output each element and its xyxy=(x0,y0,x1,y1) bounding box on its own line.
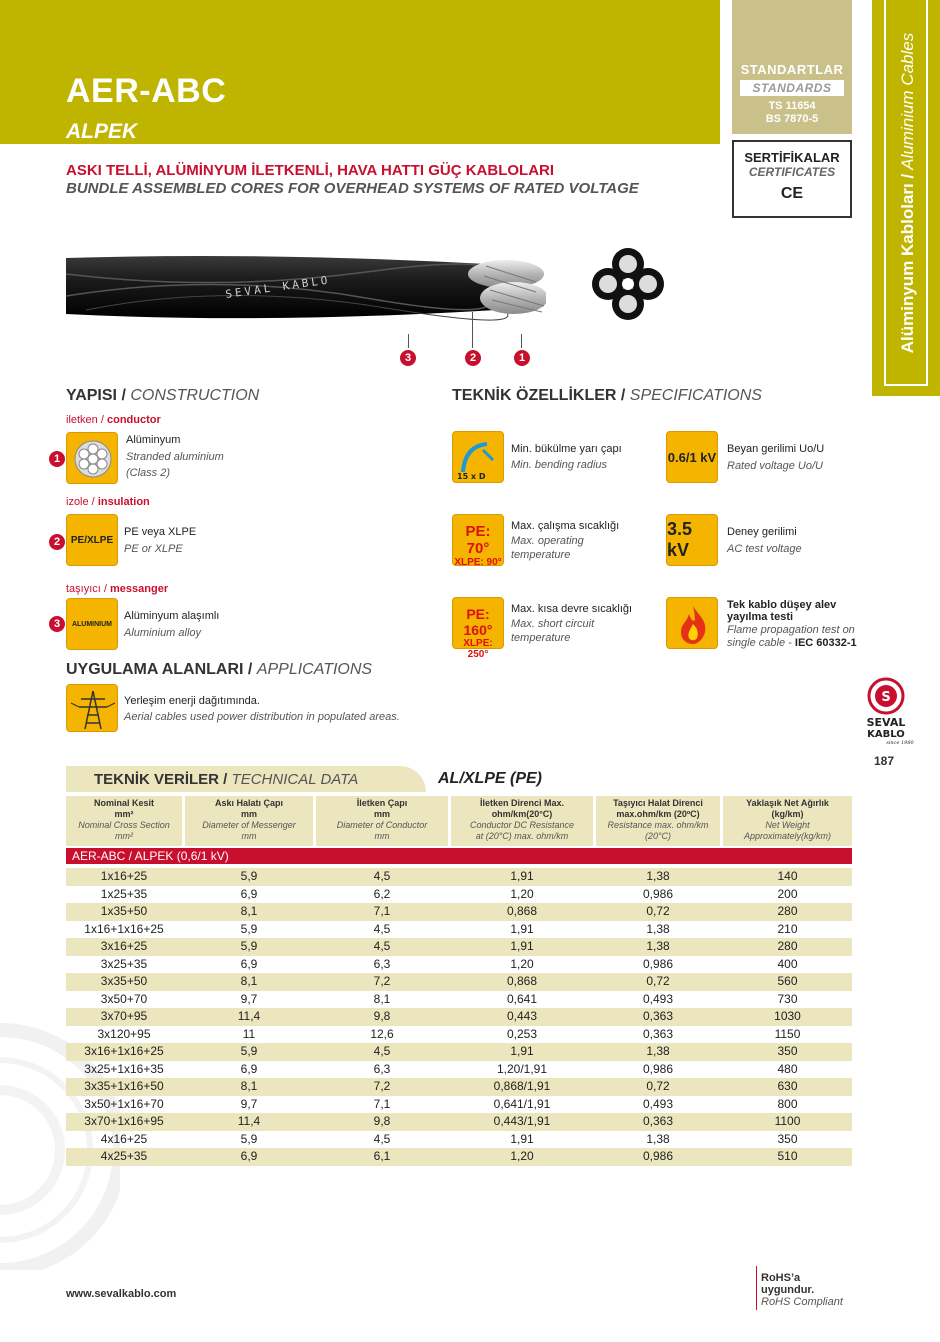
table-cell: 6,3 xyxy=(373,1061,391,1076)
table-cell: 4,5 xyxy=(373,939,391,953)
table-row xyxy=(66,886,852,904)
table-row xyxy=(66,1008,852,1026)
table-cell: 400 xyxy=(777,956,798,971)
table-cell: 3x16+1x16+25 xyxy=(84,1044,164,1058)
table-cell: 8,1 xyxy=(240,974,258,988)
messenger-icon: ALUMINIUM xyxy=(66,598,118,650)
table-cell: 4,5 xyxy=(373,1131,391,1146)
table-row xyxy=(66,973,852,991)
table-cell: 0,443/1,91 xyxy=(493,1114,551,1128)
flame-title2: yayılma testi xyxy=(727,611,794,623)
table-cell: 4,5 xyxy=(373,1044,391,1058)
table-cell: 0,986 xyxy=(642,1061,674,1076)
insulation-icon: PE/XLPE xyxy=(66,514,118,566)
table-cell: 3x50+70 xyxy=(100,991,148,1006)
cable-illustration xyxy=(66,252,546,344)
operating-temp-sub: Max. operating xyxy=(511,535,584,547)
rohs-en: RoHS Compliant xyxy=(761,1296,843,1308)
messenger-label: taşıyıcı / messanger xyxy=(66,583,169,595)
test-voltage-icon: 3.5 kV xyxy=(666,514,718,566)
callout-1: 1 xyxy=(514,350,530,366)
table-cell: 140 xyxy=(777,869,798,883)
table-cell: 9,7 xyxy=(240,991,258,1006)
table-body xyxy=(66,868,852,1166)
table-cell: 7,1 xyxy=(373,1096,391,1111)
table-cell: 3x35+1x16+50 xyxy=(84,1079,164,1093)
table-cell: 9,8 xyxy=(373,1114,391,1128)
certificates-subtitle: CERTIFICATES xyxy=(748,165,836,179)
applications-heading: UYGULAMA ALANLARI / APPLICATIONS xyxy=(66,661,373,678)
table-cell: 0,986 xyxy=(642,956,674,971)
table-row xyxy=(66,956,852,974)
table-cell: 0,363 xyxy=(642,1114,674,1128)
cable-cross-section-icon xyxy=(588,244,668,324)
conductor-sub2: (Class 2) xyxy=(126,467,171,479)
table-cell: 11,4 xyxy=(237,1114,261,1128)
table-cell: 0,493 xyxy=(642,991,674,1006)
cable-type-label: AL/XLPE (PE) xyxy=(438,770,543,787)
table-cell: 0,443 xyxy=(506,1009,538,1023)
table-cell: 3x70+95 xyxy=(100,1009,148,1023)
conductor-title: Alüminyum xyxy=(126,434,181,446)
table-cell: 6,2 xyxy=(373,886,391,901)
table-cell: 1,91 xyxy=(510,1044,534,1058)
table-cell: 8,1 xyxy=(240,904,258,918)
table-cell: 3x16+25 xyxy=(100,939,148,953)
table-cell: 800 xyxy=(777,1096,798,1111)
table-group-row: AER-ABC / ALPEK (0,6/1 kV) xyxy=(66,848,852,864)
bending-sub: Min. bending radius xyxy=(511,459,608,471)
stranded-conductor-icon xyxy=(66,432,118,484)
conductor-sub: Stranded aluminium xyxy=(126,451,224,463)
table-cell: 0,72 xyxy=(646,904,670,918)
table-cell: 3x50+1x16+70 xyxy=(84,1096,164,1111)
standards-subtitle: STANDARDS xyxy=(740,80,844,96)
table-cell: 0,363 xyxy=(642,1009,674,1023)
test-voltage-title: Deney gerilimi xyxy=(727,526,797,538)
table-cell: 4x25+35 xyxy=(100,1149,148,1163)
table-cell: 3x35+50 xyxy=(100,974,148,988)
table-cell: 0,72 xyxy=(646,974,670,988)
callout-2: 2 xyxy=(465,350,481,366)
table-cell: 1x35+50 xyxy=(100,904,148,918)
svg-text:since 1980: since 1980 xyxy=(886,740,914,746)
table-cell: 6,1 xyxy=(373,1149,391,1163)
certificates-title: SERTİFİKALAR xyxy=(744,150,840,165)
table-cell: 6,9 xyxy=(240,956,258,971)
table-cell: 6,9 xyxy=(240,1061,258,1076)
table-cell: 9,7 xyxy=(240,1096,258,1111)
table-row xyxy=(66,1131,852,1149)
table-cell: 350 xyxy=(777,1131,798,1146)
table-cell: 1100 xyxy=(774,1114,801,1128)
table-cell: 4,5 xyxy=(373,921,391,936)
table-cell: 1,20/1,91 xyxy=(496,1061,548,1076)
column-header-net-weight: Yaklaşık Net Ağırlık (kg/km) Net Weight Approximately(kg/km) xyxy=(723,796,852,846)
power-tower-icon xyxy=(66,684,118,732)
table-cell: 280 xyxy=(777,904,798,918)
table-cell: 1x16+1x16+25 xyxy=(84,921,164,936)
table-cell: 6,3 xyxy=(373,956,391,971)
table-cell: 7,1 xyxy=(373,904,391,918)
standards-box xyxy=(732,0,852,134)
table-cell: 3x25+1x16+35 xyxy=(84,1061,164,1076)
table-cell: 5,9 xyxy=(240,939,258,953)
rohs-box xyxy=(756,1266,852,1310)
flame-sub: Flame propagation test on xyxy=(727,624,855,636)
table-cell: 1,38 xyxy=(646,869,670,883)
table-cell: 1,38 xyxy=(646,1044,670,1058)
table-cell: 11 xyxy=(242,1026,256,1041)
technical-data-heading: TEKNİK VERİLER / TECHNICAL DATA xyxy=(94,771,359,788)
column-header-messenger-diameter: Askı Halatı Çapı mm Diameter of Messenger mm xyxy=(185,796,313,846)
table-row xyxy=(66,1113,852,1131)
table-row xyxy=(66,868,852,886)
column-header-conductor-resistance: İletken Direnci Max. ohm/km(20°C) Conductor DC Resistance at (20°C) max. ohm/km xyxy=(451,796,593,846)
applications-sub: Aerial cables used power distribution in populated areas. xyxy=(124,711,400,723)
side-tab xyxy=(872,0,940,396)
conductor-label: iletken / conductor xyxy=(66,414,161,426)
table-row xyxy=(66,1096,852,1114)
page-title: AER-ABC xyxy=(66,72,227,110)
table-cell: 6,9 xyxy=(240,1149,258,1163)
table-cell: 12,6 xyxy=(370,1026,394,1041)
table-cell: 0,868/1,91 xyxy=(493,1079,551,1093)
insulation-label: izole / insulation xyxy=(66,496,150,508)
standards-title: STANDARTLAR xyxy=(740,62,844,77)
flame-icon xyxy=(666,597,718,649)
standard-item: BS 7870-5 xyxy=(765,113,819,125)
construction-num-2: 2 xyxy=(49,534,65,550)
table-cell: 1,91 xyxy=(510,1131,534,1146)
table-row xyxy=(66,903,852,921)
rated-voltage-icon: 0.6/1 kV xyxy=(666,431,718,483)
table-cell: 1,20 xyxy=(510,886,534,901)
table-cell: 1x25+35 xyxy=(100,886,148,901)
table-cell: 0,253 xyxy=(506,1026,538,1041)
rated-voltage-sub: Rated voltage Uo/U xyxy=(727,460,823,472)
table-cell: 1,38 xyxy=(646,1131,670,1146)
table-cell: 8,1 xyxy=(373,991,391,1006)
certificates-box xyxy=(732,140,852,218)
table-cell: 5,9 xyxy=(240,1044,258,1058)
table-cell: 210 xyxy=(777,921,798,936)
table-cell: 0,868 xyxy=(506,904,538,918)
table-cell: 1,20 xyxy=(510,1149,534,1163)
table-cell: 3x70+1x16+95 xyxy=(84,1114,164,1128)
ce-mark-icon: CE xyxy=(780,185,804,202)
callout-3: 3 xyxy=(400,350,416,366)
table-row xyxy=(66,1148,852,1166)
table-cell: 1,91 xyxy=(510,921,534,936)
rated-voltage-title: Beyan gerilimi Uo/U xyxy=(727,443,825,455)
column-header-messenger-resistance: Taşıyıcı Halat Direnci max.ohm/km (20ºC) Resistance max. ohm/km (20°C) xyxy=(596,796,720,846)
table-cell: 1,38 xyxy=(646,939,670,953)
bending-radius-icon xyxy=(452,431,504,483)
svg-text:KABLO: KABLO xyxy=(867,729,905,740)
table-cell: 630 xyxy=(777,1079,798,1093)
table-cell: 0,986 xyxy=(642,1149,674,1163)
test-voltage-sub: AC test voltage xyxy=(727,543,802,555)
table-cell: 280 xyxy=(777,939,798,953)
table-cell: 1150 xyxy=(774,1026,801,1041)
messenger-sub: Aluminium alloy xyxy=(124,627,202,639)
table-cell: 9,8 xyxy=(373,1009,391,1023)
table-cell: 350 xyxy=(777,1044,798,1058)
table-cell: 730 xyxy=(777,991,798,1006)
page-subtitle: ALPEK xyxy=(66,120,138,143)
table-cell: 1,91 xyxy=(510,869,534,883)
flame-sub2: single cable - IEC 60332-1 xyxy=(727,637,857,649)
construction-heading: YAPISI / CONSTRUCTION xyxy=(66,387,260,404)
svg-text:15 x D: 15 x D xyxy=(457,472,486,481)
table-cell: 1030 xyxy=(774,1009,801,1023)
table-cell: 3x25+35 xyxy=(100,956,148,971)
svg-text:SEVAL: SEVAL xyxy=(866,716,906,729)
rohs-tr: RoHS’a uygundur. xyxy=(761,1272,815,1296)
table-cell: 4,5 xyxy=(373,869,391,883)
short-circuit-temp-icon: PE: 160° XLPE: 250° xyxy=(452,597,504,649)
table-cell: 1,91 xyxy=(510,939,534,953)
table-cell: 0,868 xyxy=(506,974,538,988)
page-number: 187 xyxy=(874,754,895,768)
table-row xyxy=(66,921,852,939)
table-cell: 3x120+95 xyxy=(97,1026,151,1041)
table-cell: 0,72 xyxy=(646,1079,670,1093)
table-cell: 510 xyxy=(777,1149,798,1163)
table-cell: 5,9 xyxy=(240,869,258,883)
standard-item: TS 11654 xyxy=(768,100,816,112)
operating-temp-sub2: temperature xyxy=(511,549,571,561)
column-header-conductor-diameter: İletken Çapı mm Diameter of Conductor mm xyxy=(316,796,448,846)
table-cell: 7,2 xyxy=(373,1079,391,1093)
insulation-title: PE veya XLPE xyxy=(124,526,197,538)
construction-num-3: 3 xyxy=(49,616,65,632)
insulation-sub: PE or XLPE xyxy=(124,543,183,555)
seval-kablo-logo xyxy=(856,676,916,746)
operating-temp-title: Max. çalışma sıcaklığı xyxy=(511,520,620,532)
side-tab-label: Alüminyum Kabloları / Aluminium Cables xyxy=(898,32,917,354)
short-circuit-title: Max. kısa devre sıcaklığı xyxy=(511,603,633,615)
table-row xyxy=(66,1078,852,1096)
table-cell: 1,20 xyxy=(510,956,534,971)
table-cell: 0,986 xyxy=(642,886,674,901)
column-header-cross-section: Nominal Kesit mm² Nominal Cross Section mm² xyxy=(66,796,182,846)
table-cell: 5,9 xyxy=(240,921,258,936)
construction-num-1: 1 xyxy=(49,451,65,467)
bending-title: Min. bükülme yarı çapı xyxy=(511,443,622,455)
table-cell: 0,363 xyxy=(642,1026,674,1041)
messenger-title: Alüminyum alaşımlı xyxy=(124,610,220,622)
table-cell: 11,4 xyxy=(237,1009,261,1023)
table-cell: 200 xyxy=(777,886,798,901)
table-cell: 0,493 xyxy=(642,1096,674,1111)
table-cell: 4x16+25 xyxy=(100,1131,148,1146)
operating-temp-icon: PE: 70° XLPE: 90° xyxy=(452,514,504,566)
table-cell: 8,1 xyxy=(240,1079,258,1093)
table-row xyxy=(66,1043,852,1061)
table-cell: 5,9 xyxy=(240,1131,258,1146)
table-cell: 1,38 xyxy=(646,921,670,936)
specifications-heading: TEKNİK ÖZELLİKLER / SPECIFICATIONS xyxy=(452,387,762,404)
table-cell: 0,641 xyxy=(506,991,538,1006)
table-cell: 6,9 xyxy=(240,886,258,901)
heading-tr: ASKI TELLİ, ALÜMİNYUM İLETKENLİ, HAVA HATTI GÜÇ KABLOLARI xyxy=(66,162,555,179)
applications-title: Yerleşim enerji dağıtımında. xyxy=(124,695,260,707)
table-cell: 1x16+25 xyxy=(100,869,148,883)
svg-text:S: S xyxy=(881,690,891,705)
footer-url[interactable]: www.sevalkablo.com xyxy=(66,1288,177,1300)
table-cell: 480 xyxy=(777,1061,798,1076)
flame-title: Tek kablo düşey alev xyxy=(727,599,837,611)
heading-en: BUNDLE ASSEMBLED CORES FOR OVERHEAD SYSTEMS OF RATED VOLTAGE xyxy=(66,180,639,197)
table-cell: 560 xyxy=(777,974,798,988)
table-row xyxy=(66,1026,852,1044)
table-cell: 0,641/1,91 xyxy=(493,1096,551,1111)
table-row xyxy=(66,938,852,956)
table-cell: 7,2 xyxy=(373,974,391,988)
short-circuit-sub2: temperature xyxy=(511,632,571,644)
table-row xyxy=(66,1061,852,1079)
cable-print-text: SEVAL KABLO xyxy=(224,273,332,301)
table-row xyxy=(66,991,852,1009)
short-circuit-sub: Max. short circuit xyxy=(511,618,595,630)
